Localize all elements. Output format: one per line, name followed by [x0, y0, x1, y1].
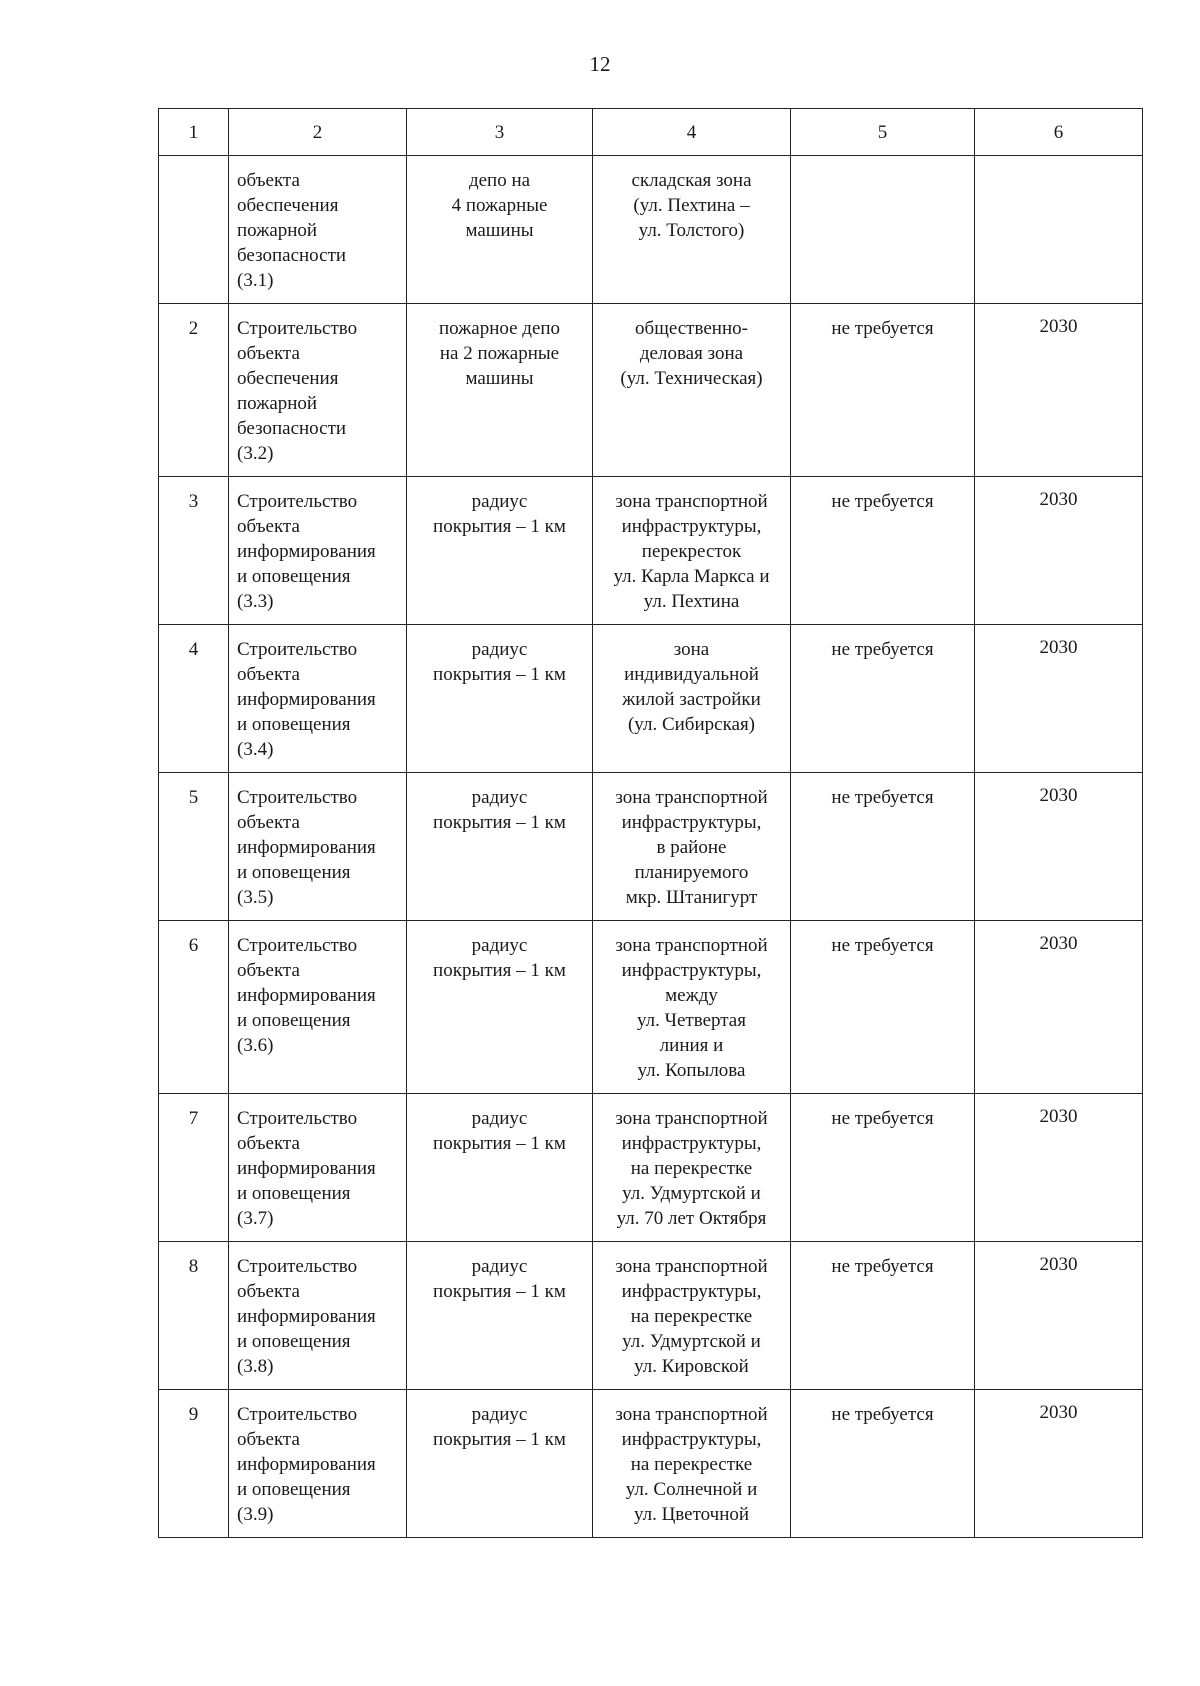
header-cell: 6 — [975, 109, 1143, 156]
requirement-cell: не требуется — [791, 477, 975, 625]
year-cell: 2030 — [975, 304, 1143, 477]
capacity-cell — [407, 625, 593, 773]
requirement-cell: не требуется — [791, 1390, 975, 1538]
location-cell-line: зона транспортной — [615, 787, 768, 808]
location-cell-line: ул. Толстого) — [638, 220, 745, 241]
object-name-cell-line: информирования — [237, 541, 376, 562]
table-row — [159, 1094, 1143, 1242]
object-name-cell-line: информирования — [237, 1158, 376, 1179]
capacity-cell-line: радиус — [471, 935, 528, 956]
row-number-cell: 6 — [159, 921, 229, 1094]
capacity-cell-line: радиус — [471, 639, 528, 660]
location-cell-line: ул. Копылова — [637, 1060, 746, 1081]
object-name-cell-line: Строительство — [237, 1404, 358, 1425]
row-number-cell: 9 — [159, 1390, 229, 1538]
object-name-cell-line: и оповещения — [237, 714, 351, 735]
capacity-cell — [407, 773, 593, 921]
capacity-cell-line: покрытия – 1 км — [433, 1133, 566, 1154]
location-cell-line: деловая зона — [639, 343, 744, 364]
capacity-cell-line: покрытия – 1 км — [433, 516, 566, 537]
requirement-cell: не требуется — [791, 921, 975, 1094]
object-name-cell-line: Строительство — [237, 639, 358, 660]
row-number-cell: 7 — [159, 1094, 229, 1242]
location-cell-line: ул. 70 лет Октября — [616, 1208, 767, 1229]
object-name-cell-line: (3.7) — [237, 1208, 274, 1229]
year-cell: 2030 — [975, 477, 1143, 625]
object-name-cell-line: Строительство — [237, 787, 358, 808]
header-row — [159, 109, 1143, 156]
location-cell-line: (ул. Пехтина – — [633, 195, 750, 216]
requirement-cell: не требуется — [791, 304, 975, 477]
capacity-cell — [407, 477, 593, 625]
location-cell-line: зона транспортной — [615, 1404, 768, 1425]
location-cell-line: индивидуальной — [624, 664, 759, 685]
row-number-cell: 5 — [159, 773, 229, 921]
location-cell-line: зона транспортной — [615, 1256, 768, 1277]
capacity-cell — [407, 1094, 593, 1242]
object-name-cell-line: и оповещения — [237, 1331, 351, 1352]
location-cell — [593, 921, 791, 1094]
object-name-cell-line: информирования — [237, 837, 376, 858]
object-name-cell-line: объекта — [237, 343, 300, 364]
object-name-cell-line: (3.5) — [237, 887, 274, 908]
location-cell-line: ул. Солнечной и — [625, 1479, 758, 1500]
object-name-cell-line: и оповещения — [237, 1479, 351, 1500]
object-name-cell-line: и оповещения — [237, 1183, 351, 1204]
object-name-cell-line: объекта — [237, 1429, 300, 1450]
location-cell — [593, 773, 791, 921]
location-cell-line: (ул. Техническая) — [620, 368, 763, 389]
location-cell — [593, 1242, 791, 1390]
year-cell: 2030 — [975, 625, 1143, 773]
capacity-cell-line: на 2 пожарные — [439, 343, 560, 364]
object-name-cell-line: (3.9) — [237, 1504, 274, 1525]
object-name-cell-line: Строительство — [237, 935, 358, 956]
page-number: 12 — [589, 52, 611, 76]
location-cell-line: планируемого — [634, 862, 749, 883]
year-cell: 2030 — [975, 1242, 1143, 1390]
requirement-cell: не требуется — [791, 625, 975, 773]
capacity-cell-line: покрытия – 1 км — [433, 1429, 566, 1450]
table-row — [159, 304, 1143, 477]
object-name-cell-line: пожарной — [237, 220, 318, 241]
year-cell: 2030 — [975, 1094, 1143, 1242]
object-name-cell-line: информирования — [237, 985, 376, 1006]
location-cell-line: общественно- — [635, 318, 748, 339]
year-cell: 2030 — [975, 921, 1143, 1094]
object-name-cell-line: и оповещения — [237, 566, 351, 587]
location-cell-line: инфраструктуры, — [621, 812, 762, 833]
object-name-cell-line: объекта — [237, 170, 300, 191]
object-name-cell — [229, 1242, 407, 1390]
object-name-cell — [229, 477, 407, 625]
capacity-cell — [407, 1390, 593, 1538]
location-cell-line: на перекрестке — [630, 1158, 753, 1179]
capacity-cell — [407, 921, 593, 1094]
table-row — [159, 1390, 1143, 1538]
location-cell — [593, 156, 791, 304]
location-cell-line: инфраструктуры, — [621, 960, 762, 981]
capacity-cell — [407, 156, 593, 304]
header-cell: 2 — [229, 109, 407, 156]
object-name-cell-line: (3.3) — [237, 591, 274, 612]
object-name-cell-line: Строительство — [237, 1256, 358, 1277]
object-name-cell-line: объекта — [237, 1133, 300, 1154]
object-name-cell-line: обеспечения — [237, 195, 339, 216]
location-cell-line: ул. Карла Маркса и — [613, 566, 770, 587]
year-cell: 2030 — [975, 1390, 1143, 1538]
capacity-cell-line: машины — [465, 220, 534, 241]
capacity-cell-line: покрытия – 1 км — [433, 1281, 566, 1302]
object-name-cell-line: (3.1) — [237, 270, 274, 291]
capacity-cell-line: покрытия – 1 км — [433, 664, 566, 685]
requirement-cell: не требуется — [791, 773, 975, 921]
object-name-cell-line: (3.2) — [237, 443, 274, 464]
location-cell-line: мкр. Штанигурт — [625, 887, 758, 908]
object-name-cell-line: (3.8) — [237, 1356, 274, 1377]
location-cell-line: инфраструктуры, — [621, 1281, 762, 1302]
object-name-cell-line: безопасности — [237, 245, 347, 266]
location-cell — [593, 304, 791, 477]
capacity-cell-line: радиус — [471, 1256, 528, 1277]
location-cell-line: между — [665, 985, 718, 1006]
planning-table — [158, 108, 1143, 1538]
object-name-cell-line: объекта — [237, 664, 300, 685]
requirement-cell: не требуется — [791, 1242, 975, 1390]
location-cell — [593, 625, 791, 773]
capacity-cell — [407, 1242, 593, 1390]
location-cell-line: ул. Кировской — [634, 1356, 749, 1377]
object-name-cell-line: (3.6) — [237, 1035, 274, 1056]
object-name-cell-line: (3.4) — [237, 739, 274, 760]
table-body — [159, 156, 1143, 1538]
table-row — [159, 625, 1143, 773]
location-cell-line: жилой застройки — [622, 689, 761, 710]
requirement-cell: не требуется — [791, 1094, 975, 1242]
location-cell-line: зона — [673, 639, 710, 660]
location-cell-line: на перекрестке — [630, 1454, 753, 1475]
location-cell-line: ул. Удмуртской и — [622, 1183, 761, 1204]
header-cell: 5 — [791, 109, 975, 156]
object-name-cell-line: информирования — [237, 1454, 376, 1475]
location-cell — [593, 1390, 791, 1538]
location-cell-line: зона транспортной — [615, 491, 768, 512]
location-cell-line: ул. Удмуртской и — [622, 1331, 761, 1352]
capacity-cell-line: радиус — [471, 1404, 528, 1425]
capacity-cell-line: пожарное депо — [438, 318, 561, 339]
table-row — [159, 921, 1143, 1094]
object-name-cell-line: объекта — [237, 960, 300, 981]
location-cell-line: перекресток — [641, 541, 742, 562]
capacity-cell-line: машины — [465, 368, 534, 389]
header-cell: 1 — [159, 109, 229, 156]
location-cell-line: ул. Четвертая — [637, 1010, 746, 1031]
table-row — [159, 1242, 1143, 1390]
object-name-cell-line: объекта — [237, 516, 300, 537]
object-name-cell-line: и оповещения — [237, 1010, 351, 1031]
object-name-cell-line: Строительство — [237, 491, 358, 512]
row-number-cell: 4 — [159, 625, 229, 773]
row-number-cell: 3 — [159, 477, 229, 625]
object-name-cell — [229, 156, 407, 304]
location-cell-line: инфраструктуры, — [621, 516, 762, 537]
header-cell: 3 — [407, 109, 593, 156]
row-number-cell — [159, 156, 229, 304]
object-name-cell — [229, 304, 407, 477]
object-name-cell-line: информирования — [237, 689, 376, 710]
object-name-cell — [229, 625, 407, 773]
location-cell-line: складская зона — [631, 170, 752, 191]
object-name-cell-line: информирования — [237, 1306, 376, 1327]
object-name-cell — [229, 921, 407, 1094]
row-number-cell: 8 — [159, 1242, 229, 1390]
location-cell-line: (ул. Сибирская) — [627, 714, 756, 735]
object-name-cell-line: пожарной — [237, 393, 318, 414]
row-number-cell: 2 — [159, 304, 229, 477]
location-cell-line: ул. Пехтина — [643, 591, 740, 612]
object-name-cell-line: обеспечения — [237, 368, 339, 389]
location-cell-line: зона транспортной — [615, 1108, 768, 1129]
capacity-cell — [407, 304, 593, 477]
table-row — [159, 773, 1143, 921]
header-cell: 4 — [593, 109, 791, 156]
capacity-cell-line: 4 пожарные — [451, 195, 548, 216]
location-cell — [593, 1094, 791, 1242]
year-cell — [975, 156, 1143, 304]
capacity-cell-line: радиус — [471, 787, 528, 808]
object-name-cell — [229, 1390, 407, 1538]
object-name-cell-line: Строительство — [237, 1108, 358, 1129]
capacity-cell-line: радиус — [471, 491, 528, 512]
location-cell-line: инфраструктуры, — [621, 1133, 762, 1154]
location-cell-line: на перекрестке — [630, 1306, 753, 1327]
year-cell: 2030 — [975, 773, 1143, 921]
location-cell-line: линия и — [659, 1035, 724, 1056]
object-name-cell-line: Строительство — [237, 318, 358, 339]
object-name-cell-line: безопасности — [237, 418, 347, 439]
capacity-cell-line: радиус — [471, 1108, 528, 1129]
location-cell-line: в районе — [656, 837, 727, 858]
table-row — [159, 477, 1143, 625]
object-name-cell — [229, 1094, 407, 1242]
object-name-cell — [229, 773, 407, 921]
capacity-cell-line: депо на — [468, 170, 531, 191]
requirement-cell — [791, 156, 975, 304]
location-cell-line: ул. Цветочной — [633, 1504, 750, 1525]
location-cell-line: инфраструктуры, — [621, 1429, 762, 1450]
location-cell — [593, 477, 791, 625]
capacity-cell-line: покрытия – 1 км — [433, 960, 566, 981]
table-row — [159, 156, 1143, 304]
object-name-cell-line: объекта — [237, 812, 300, 833]
object-name-cell-line: объекта — [237, 1281, 300, 1302]
object-name-cell-line: и оповещения — [237, 862, 351, 883]
capacity-cell-line: покрытия – 1 км — [433, 812, 566, 833]
location-cell-line: зона транспортной — [615, 935, 768, 956]
